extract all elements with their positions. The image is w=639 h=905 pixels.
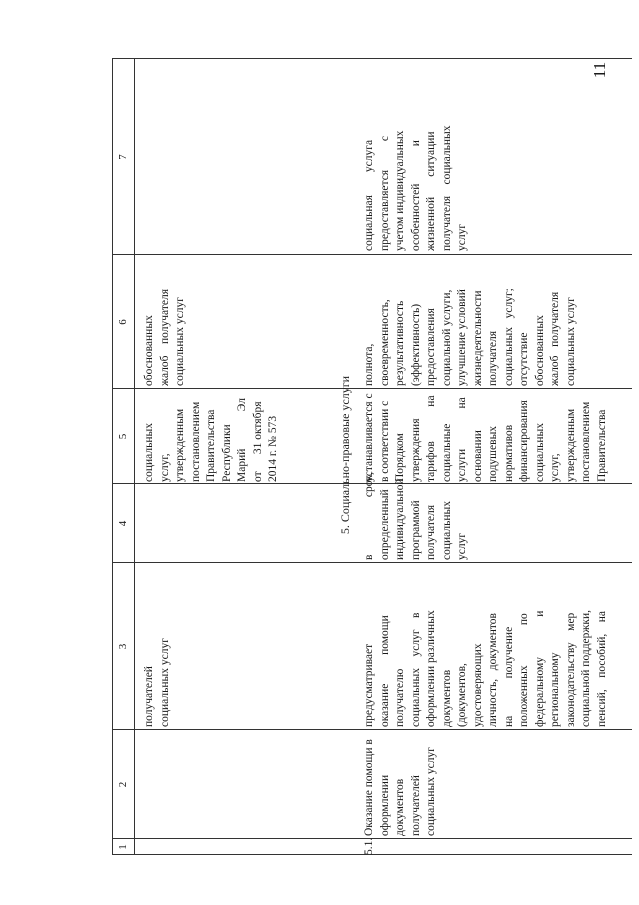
services-table [112, 55, 632, 855]
column-number-2: 2 [117, 781, 129, 788]
page-number: 11 [590, 61, 610, 79]
continuation-tariff: социальных услуг, утвержденным постановлением Правительства Республики Марий Эл от 31 октября 2014 г. № 573 [143, 398, 279, 482]
service-tariff: устанавливается с в соответствии с Порядком утверждения тарифов на социальные услуги на основании подушевых нормативов финансирования социальных услуг, утвержденным постановлением Правительства [363, 393, 608, 482]
continuation-description: получателей социальных услуг [143, 638, 171, 727]
service-description: предусматривает оказание помощи получателю социальных услуг в оформлении различных документов (документов, удостоверяющих личность, документов на получение положенных по федеральному и региональному законодательству мер социальной поддержки, пенсий, пособий, на [363, 610, 608, 727]
continuation-indicators: обоснованных жалоб получателя социальных услуг [143, 289, 186, 386]
column-number-5: 5 [117, 433, 129, 440]
column-number-1: 1 [117, 844, 129, 850]
header-bottom-border [134, 59, 135, 855]
column-border [112, 562, 632, 563]
section-title: 5. Социально-правовые услуги [338, 375, 352, 535]
column-number-3: 3 [117, 643, 129, 650]
column-border [112, 729, 632, 730]
column-number-4: 4 [117, 520, 129, 527]
row-number: 5.1. [363, 837, 375, 855]
column-border [112, 388, 632, 389]
column-border [112, 254, 632, 255]
column-number-6: 6 [117, 319, 129, 325]
quality-indicators: полнота, своевременность, результативность (эффективность) предоставления социальной услуги, улучшение условий жизнедеятельности получателя социальных услуг; отсутствие обоснованных жалоб получателя социальных услуг [363, 288, 577, 386]
column-border [112, 58, 632, 59]
service-term: в срок, определенный индивидуальной программой получателя социальных услуг [363, 472, 468, 560]
provision-conditions: социальная услуга предоставляется с учетом индивидуальных особенностей и жизненной ситуации получателя социальных услуг [363, 125, 468, 251]
service-name: Оказание помощи в оформлении документов получателей социальных услуг [363, 739, 437, 836]
column-number-7: 7 [117, 154, 129, 160]
